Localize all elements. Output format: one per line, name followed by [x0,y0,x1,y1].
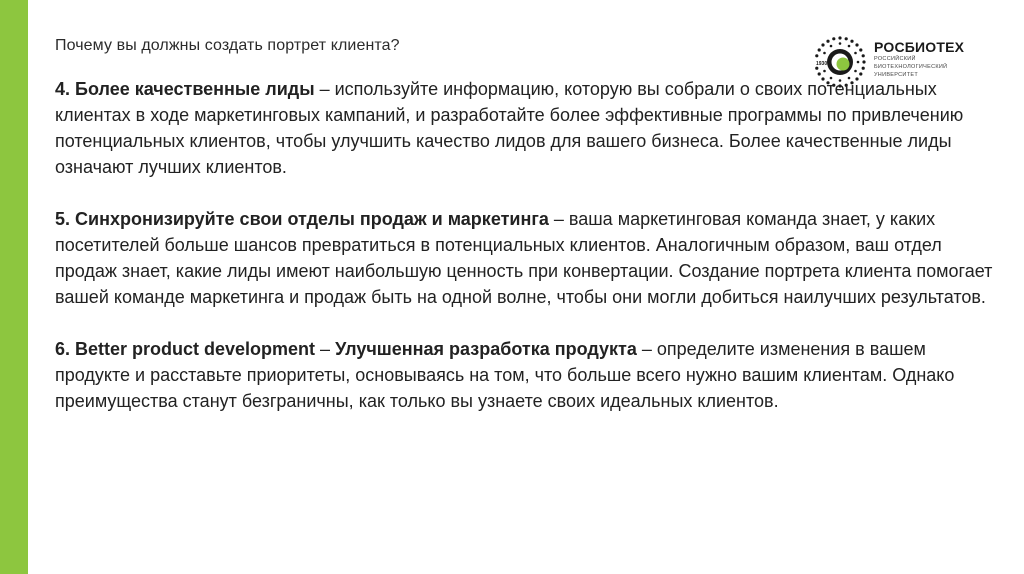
paragraph-heading: 4. Более качественные лиды [55,79,315,99]
logo-subtitle-line3: УНИВЕРСИТЕТ [874,72,918,78]
paragraph-text: определите изменения в вашем продукте и расставьте приоритеты, основываясь на том, что больше всего нужно вашим клиентам. Однако преимущества станут безграничны, как только вы узнаете своих идеальных клиентов. [55,339,955,411]
paragraph-heading: 5. Синхронизируйте свои отделы продаж и маркетинга [55,209,549,229]
accent-bar [0,0,28,574]
logo-name: РОСБИОТЕХ [874,39,965,55]
paragraph-dash: – [548,209,569,229]
paragraph-heading: 6. Better product development [55,339,316,359]
paragraph-sync-sales-marketing [55,206,1005,310]
paragraph-dash: – [314,79,335,99]
slide-body [55,76,1005,440]
logo-year: 1930 [816,61,828,67]
paragraph-text: используйте информацию, которую вы собрали о своих потенциальных клиентах в ходе маркетинговых кампаний, и разработайте более эффективные программы по привлечению потенциальных клиентов, чтобы улучшить качество лидов для вашего бизнеса. Более качественные лиды означают лучших клиентов. [55,79,964,177]
paragraph-dash: – [315,339,336,359]
paragraph-text: ваша маркетинговая команда знает, у каких посетителей больше шансов превратиться в потенциальных клиентов. Аналогичным образом, ваш отдел продаж знает, какие лиды имеют наибольшую ценность при конвертации. Создание портрета клиента помогает вашей команде маркетинга и продаж быть на одной волне, чтобы они могли добиться наилучших результатов. [55,209,993,307]
paragraph-product-development [55,336,1005,414]
paragraph-dash: – [636,339,657,359]
logo-text [874,39,1014,79]
slide-title: Почему вы должны создать портрет клиента? [55,37,400,54]
logo-subtitle-line2: БИОТЕХНОЛОГИЧЕСКИЙ [874,64,948,70]
logo-subtitle-line1: РОССИЙСКИЙ [874,56,916,62]
paragraph-heading-translation: Улучшенная разработка продукта [335,339,637,359]
paragraph-better-leads [55,76,1005,180]
